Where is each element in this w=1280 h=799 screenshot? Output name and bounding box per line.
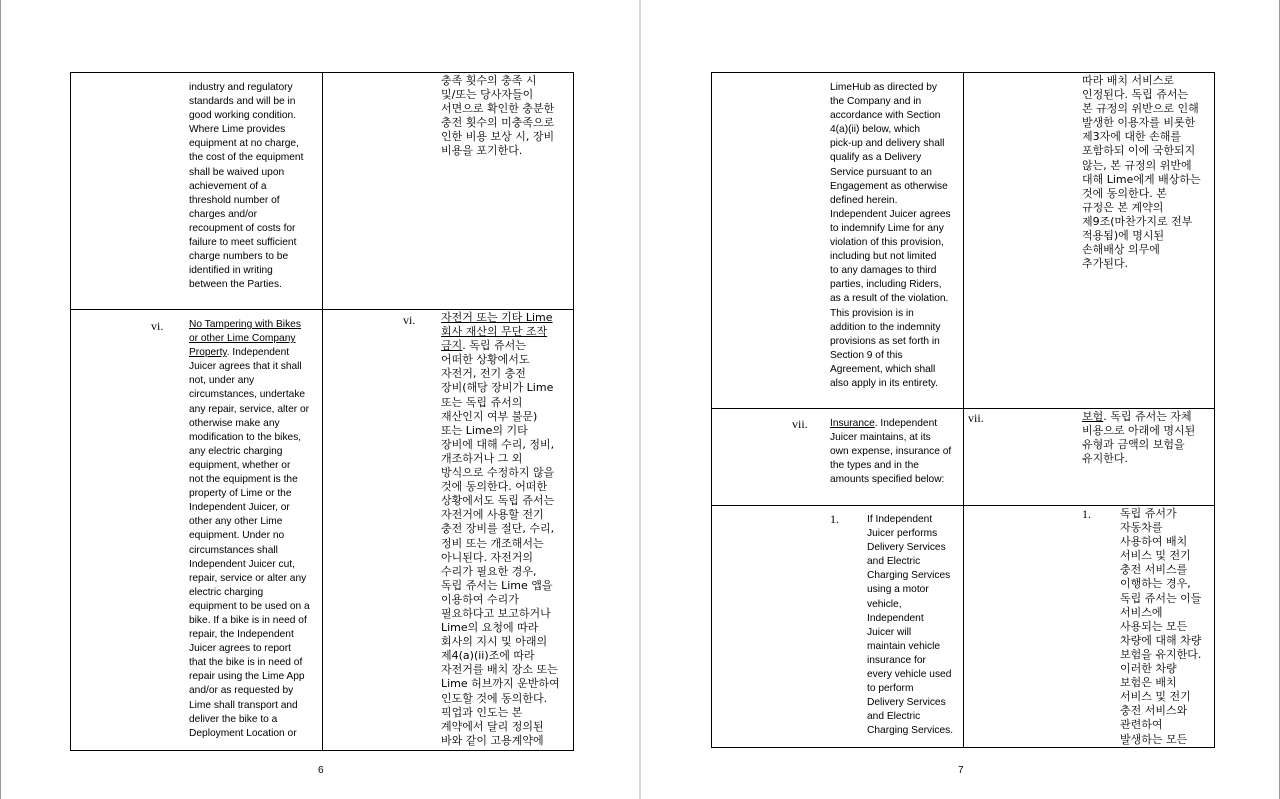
clause-lead: . Independent [226, 347, 290, 359]
korean-clause-cell [963, 408, 1215, 506]
korean-clause-text: 충족 횟수의 충족 시 및/또는 당사자들이 서면으로 확인한 충분한 충전 횟수의 미충족으로 인한 비용 보상 시, 장비 비용을 포기한다. [441, 74, 555, 158]
korean-clause-cell [963, 72, 1215, 409]
korean-clause-text [441, 311, 560, 748]
clause-body: 비용으로 아래에 명시된 유형과 금액의 보험을 유지한다. [1082, 424, 1196, 466]
clause-lead: . Independent [874, 418, 938, 429]
clause-body: 어떠한 상황에서도 자전거, 전기 충전 장비(해당 장비가 Lime 또는 독립 쥬서의 재산인지 여부 불문) 또는 Lime의 기타 장비에 대해 수리, 정비, 개조하거나 그 외 방식으로 수정하지 않을 것에 동의한다. 어떠한 상황에서도 독립 쥬서는 자전거에 사용할 전기 충전 장비를 절단, 수리, 정비 또는 개조해서는 아니된다. 자전거의 수리가 필요한 경우, 독립 쥬서는 Lime 앱을 이용하여 수리가 필요하다고 보고하거나 Lime의 요청에 따라 회사의 지시 및 아래의 제4(a)(ii)조에 따라 자전거를 배치 장소 또는 Lime 허브까지 운반하여 인도할 것에 동의한다. 픽업과 인도는 본 계약에서 달리 정의된 바와 같이 고용계약에 [441, 353, 560, 747]
korean-clause-text [1082, 410, 1195, 466]
english-clause-text [189, 318, 310, 741]
subclause-number: 1. [830, 512, 839, 526]
clause-heading: 보험 [1082, 410, 1104, 423]
clause-number: vii. [792, 417, 808, 431]
korean-clause-cell [322, 309, 574, 751]
clause-lead: . 독립 쥬서는 [462, 339, 526, 353]
korean-subclause-text: 독립 쥬서가 자동차를 사용하여 배치 서비스 및 전기 충전 서비스를 이행하는 경우, 독립 쥬서는 이들 서비스에 사용되는 모든 차량에 대해 차량 보험을 유지한다. 이러한 차량 보험은 배치 서비스 및 전기 충전 서비스와 관련하여 발생하는 모든 [1120, 507, 1202, 746]
document-page-6 [0, 0, 639, 799]
english-subclause-cell [711, 505, 964, 748]
clause-number: vi. [151, 319, 164, 333]
clause-number: vi. [403, 313, 416, 327]
korean-clause-text: 따라 배치 서비스로 인정된다. 독립 쥬서는 본 규정의 위반으로 인해 발생한 이용자를 비롯한 제3자에 대한 손해를 포함하되 이에 국한되지 않는, 본 규정의 위반에 대해 Lime에게 배상하는 것에 동의한다. 본 규정은 본 계약의 제9조(마찬가지로 전부 적용됨)에 명시된 손해배상 의무에 추가된다. [1082, 74, 1201, 271]
page-number: 6 [318, 765, 324, 776]
english-clause-text: LimeHub as directed by the Company and in accordance with Section 4(a)(ii) below, which pick-up and delivery shall qualify as a Delivery Service pursuant to an Engagement as otherwise defined herein. Independent Juicer agrees to indemnify Lime for any violation of this provision, including but not limited to any damages to third parties, including Riders, as a result of the violation. This provision is in addition to the indemnity provisions as set forth in Section 9 of this Agreement, which shall also apply in its entirety. [830, 82, 951, 389]
english-clause-cell [70, 72, 323, 310]
english-clause-text: industry and regulatory standards and will be in good working condition. Where Lime provides equipment at no charge, the cost of the equipment shall be waived upon achievement of a threshold number of charges and/or recoupment of costs for failure to meet sufficient charge numbers to be identified in writing between the Parties. [189, 82, 304, 291]
clause-number: vii. [968, 411, 984, 425]
document-page-7 [641, 0, 1280, 799]
clause-body: Juicer maintains, at its own expense, insurance of the types and in the amounts specified below: [830, 432, 952, 486]
clause-body: Juicer agrees that it shall not, under any circumstances, undertake any repair, service, alter or otherwise make any modification to the bikes, any electric charging equipment, whether or not the equipment is the property of Lime or the Independent Juicer, or other any other Lime equipment. Under no circumstances shall Independent Juicer cut, repair, service or alter any electric charging equipment to be used on a bike. If a bike is in need of repair, the Independent Juicer agrees to report that the bike is in need of repair using the Lime App and/or as requested by Lime shall transport and deliver the bike to a Deployment Location or [189, 361, 310, 739]
page-number: 7 [958, 765, 964, 776]
english-clause-cell [711, 408, 964, 506]
clause-lead: . 독립 쥬서는 자체 [1103, 410, 1192, 423]
english-clause-text [830, 417, 951, 487]
subclause-number: 1. [1082, 507, 1091, 521]
english-subclause-text: If Independent Juicer performs Delivery Services and Electric Charging Services using a motor vehicle, Independent Juicer will maintain vehicle insurance for every vehicle used to perform Delivery Services and Electric Charging Services. [867, 514, 954, 737]
korean-subclause-cell [963, 505, 1215, 748]
english-clause-cell [70, 309, 323, 751]
clause-heading: 자전거 또는 기타 Lime 회사 재산의 무단 조작 금지 [441, 311, 553, 353]
clause-heading: Insurance [830, 418, 875, 429]
english-clause-cell [711, 72, 964, 409]
clause-heading: No Tampering with Bikes or other Lime Company Property [189, 319, 301, 359]
korean-clause-cell [322, 72, 574, 310]
